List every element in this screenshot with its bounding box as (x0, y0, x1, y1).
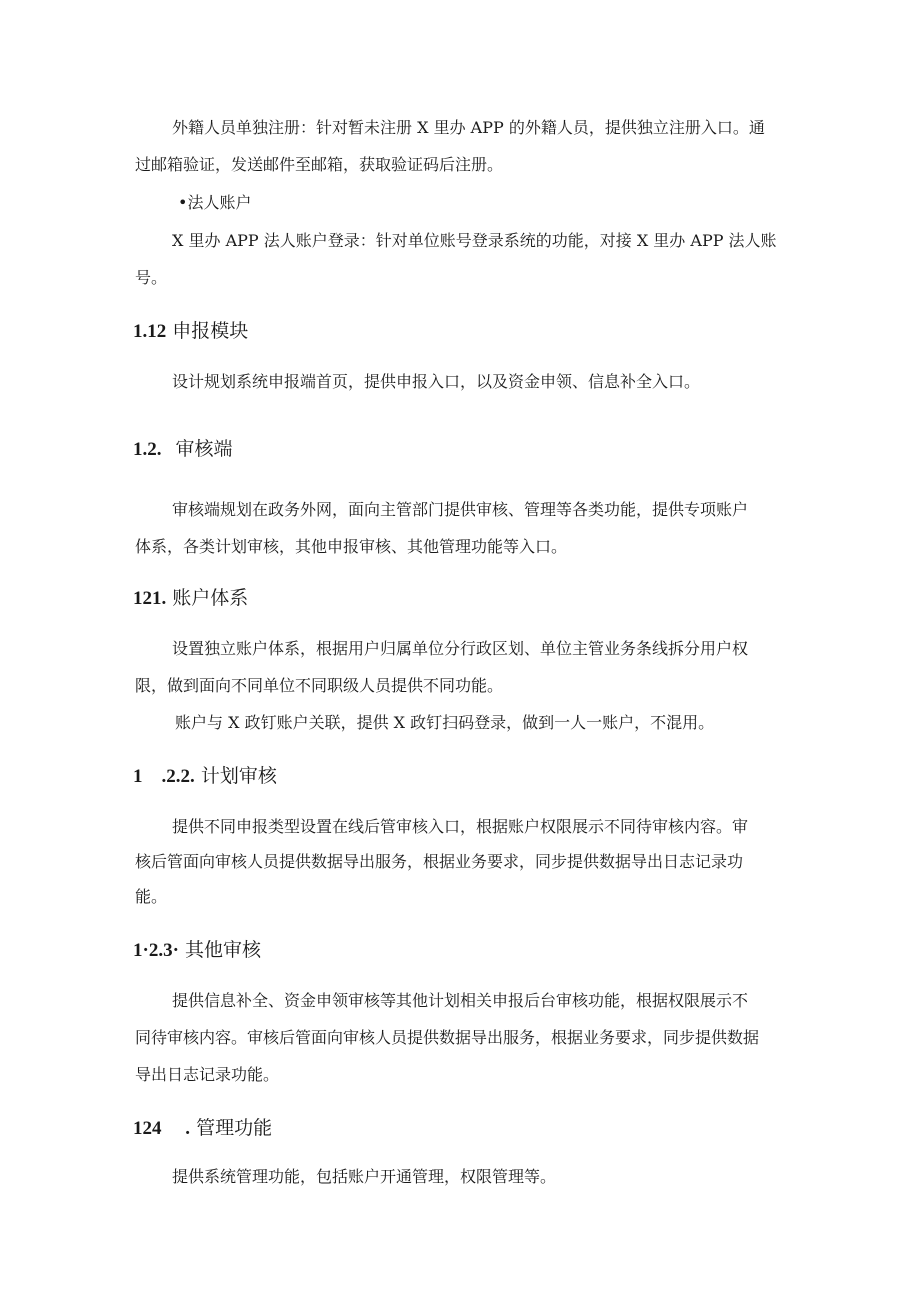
paragraph-line: 过邮箱验证，发送邮件至邮箱，获取验证码后注册。 (135, 155, 504, 174)
paragraph-line: 导出日志记录功能。 (135, 1065, 280, 1084)
section-heading (133, 438, 233, 461)
section-heading (133, 939, 261, 962)
paragraph-line: 体系，各类计划审核，其他申报审核、其他管理功能等入口。 (135, 537, 568, 556)
heading-title: 其他审核 (184, 939, 261, 961)
heading-title: 账户体系 (172, 587, 249, 609)
section-heading (133, 1117, 272, 1140)
paragraph-line: 提供系统管理功能，包括账户开通管理，权限管理等。 (172, 1167, 557, 1186)
heading-number: 1.2. (133, 439, 162, 460)
paragraph-line: 号。 (135, 268, 168, 287)
heading-number: 1.12 (133, 321, 167, 342)
paragraph-line: 同待审核内容。审核后管面向审核人员提供数据导出服务，根据业务要求，同步提供数据 (135, 1028, 760, 1047)
heading-title: 管理功能 (196, 1117, 273, 1139)
paragraph-line: 能。 (135, 887, 168, 906)
heading-number: 124 . (133, 1118, 191, 1139)
section-heading (133, 587, 248, 610)
section-heading (133, 320, 248, 343)
heading-title: 审核端 (175, 438, 233, 460)
paragraph-line: 审核端规划在政务外网，面向主管部门提供审核、管理等各类功能，提供专项账户 (172, 500, 749, 519)
paragraph-line: 账户与 X 政钉账户关联，提供 X 政钉扫码登录，做到一人一账户，不混用。 (175, 713, 715, 732)
paragraph-line: 设计规划系统申报端首页，提供申报入口，以及资金申领、信息补全入口。 (172, 372, 701, 391)
paragraph-line: 外籍人员单独注册：针对暂未注册 X 里办 APP 的外籍人员，提供独立注册入口。通 (172, 118, 765, 137)
heading-number: 1 .2.2. (133, 766, 195, 787)
heading-number: 1·2.3· (133, 940, 179, 961)
paragraph-line: 限，做到面向不同单位不同职级人员提供不同功能。 (135, 676, 504, 695)
heading-title: 申报模块 (172, 320, 249, 342)
paragraph-line: 设置独立账户体系，根据用户归属单位分行政区划、单位主管业务条线拆分用户权 (172, 639, 749, 658)
paragraph-line: X 里办 APP 法人账户登录：针对单位账号登录系统的功能，对接 X 里办 APP 法人账 (172, 231, 777, 250)
paragraph-line: 提供不同申报类型设置在线后管审核入口，根据账户权限展示不同待审核内容。审 (172, 817, 749, 836)
section-heading (133, 765, 277, 788)
paragraph-line: 核后管面向审核人员提供数据导出服务，根据业务要求，同步提供数据导出日志记录功 (135, 852, 744, 871)
heading-number: 121. (133, 588, 167, 609)
paragraph-line: 提供信息补全、资金申领审核等其他计划相关申报后台审核功能，根据权限展示不 (172, 991, 749, 1010)
bullet-item: •法人账户 (178, 193, 252, 212)
heading-title: 计划审核 (200, 765, 277, 787)
